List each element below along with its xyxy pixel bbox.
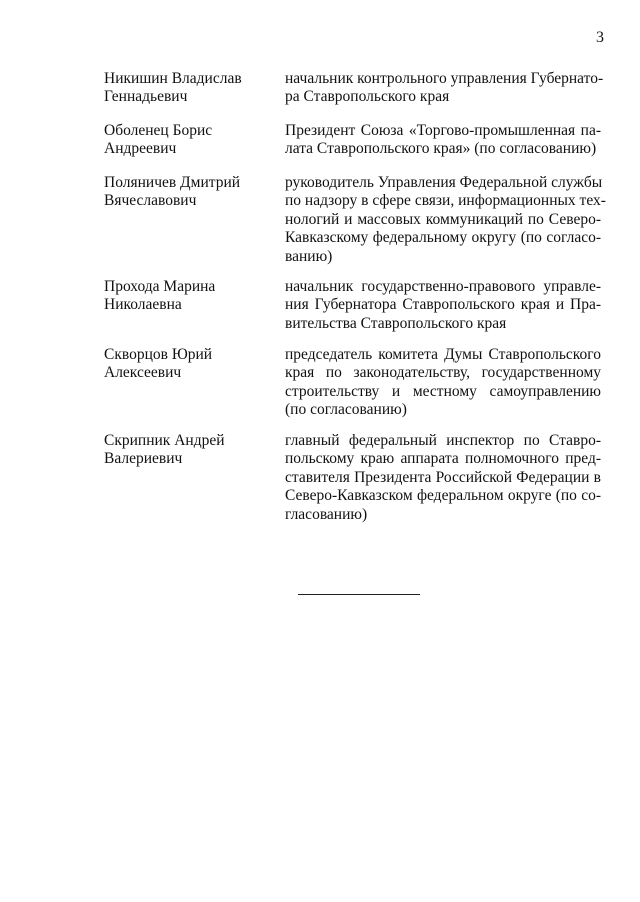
position-line: начальник государственно-правового управле- [285, 278, 601, 295]
position-line: ра Ставропольского края [285, 88, 450, 106]
person-name: Поляничев Дмитрий Вячеславович [104, 174, 241, 209]
position-line: лата Ставропольского края» (по согласованию) [285, 140, 597, 158]
end-rule-divider [298, 594, 420, 595]
position-line: начальник контрольного управления Губернато- [285, 70, 604, 87]
position-line: строительству и местному самоуправлению [285, 382, 601, 400]
person-name: Скворцов Юрий Алексеевич [104, 346, 213, 381]
person-position [285, 70, 604, 107]
position-line: председатель комитета Думы Ставропольского [285, 346, 601, 363]
position-line: польскому краю аппарата полномочного пред- [285, 450, 601, 468]
position-line: Президент Союза «Торгово-промышленная па- [285, 122, 601, 139]
person-position [285, 174, 606, 266]
position-line: главный федеральный инспектор по Ставро- [285, 432, 601, 449]
position-line: по надзору в сфере связи, информационных тех- [285, 192, 606, 210]
position-line: ванию) [285, 247, 333, 265]
position-line: вительства Ставропольского края [285, 314, 507, 332]
person-name: Прохода Марина Николаевна [104, 278, 216, 313]
person-name: Оболенец Борис Андреевич [104, 122, 213, 157]
position-line: (по согласованию) [285, 401, 407, 419]
position-line: руководитель Управления Федеральной службы [285, 174, 603, 191]
position-line: Северо-Кавказском федеральном округе (по со- [285, 487, 601, 505]
position-line: Кавказскому федеральному округу (по согласо- [285, 229, 601, 247]
page-number: 3 [596, 29, 604, 46]
position-line: ния Губернатора Ставропольского края и Пра- [285, 296, 601, 314]
person-position [285, 346, 601, 420]
person-name: Никишин Владислав Геннадьевич [104, 70, 242, 105]
person-position [285, 122, 601, 159]
position-line: ставителя Президента Российской Федерации в [285, 468, 601, 486]
person-position [285, 432, 601, 524]
position-line: гласованию) [285, 505, 368, 523]
position-line: нологий и массовых коммуникаций по Северо- [285, 210, 601, 228]
person-name: Скрипник Андрей Валериевич [104, 432, 225, 467]
person-position [285, 278, 601, 333]
position-line: края по законодательству, государственному [285, 364, 601, 382]
